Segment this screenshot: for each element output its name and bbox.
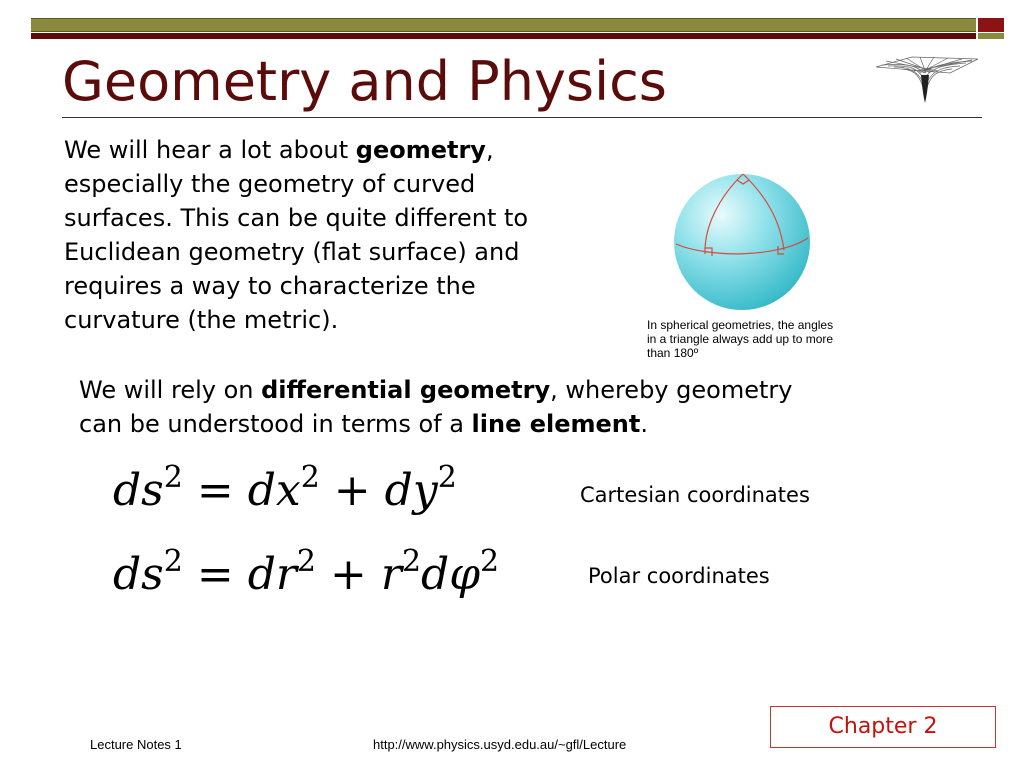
chapter-badge: Chapter 2 xyxy=(770,706,996,748)
eq-term: dr xyxy=(247,549,297,600)
text-span: . xyxy=(640,410,648,438)
caption-line: than 180º xyxy=(647,346,699,360)
eq-operator: = xyxy=(196,549,234,600)
text-span: , xyxy=(485,136,494,164)
slide-title: Geometry and Physics xyxy=(62,50,667,113)
text-span: We will rely on xyxy=(79,376,262,404)
footer-course: Lecture Notes 1 xyxy=(90,737,182,752)
line-element-paragraph xyxy=(79,373,979,441)
eq-operator: = xyxy=(196,465,234,516)
caption-line: in a triangle always add up to more xyxy=(647,332,834,346)
eq-term: dy xyxy=(384,465,438,516)
eq-exponent: 2 xyxy=(300,460,320,495)
eq-term: r xyxy=(380,549,402,600)
footer-link[interactable]: http://www.physics.usyd.edu.au/~gfl/Lecture xyxy=(373,737,627,752)
polar-line-element xyxy=(113,544,500,608)
text-line: especially the geometry of curved xyxy=(64,170,476,198)
bold-term: geometry xyxy=(355,136,486,164)
text-span: , whereby geometry xyxy=(550,376,793,404)
polar-label: Polar coordinates xyxy=(588,564,770,588)
figure-caption xyxy=(647,318,867,360)
eq-exponent: 2 xyxy=(401,544,422,579)
warped-spacetime-icon xyxy=(872,45,982,107)
corner-block xyxy=(978,18,1004,32)
cartesian-label: Cartesian coordinates xyxy=(580,483,810,507)
title-divider xyxy=(62,117,982,118)
eq-exponent: 2 xyxy=(437,460,457,495)
text-line: curvature (the metric). xyxy=(64,306,339,334)
eq-exponent: 2 xyxy=(296,544,317,579)
eq-term: ds xyxy=(113,549,164,600)
bold-term: differential geometry xyxy=(261,376,551,404)
top-bar xyxy=(31,18,976,32)
eq-exponent: 2 xyxy=(163,544,183,579)
eq-operator: + xyxy=(330,549,367,600)
bold-term: line element xyxy=(471,410,641,438)
text-line: surfaces. This can be quite different to xyxy=(64,204,529,232)
eq-exponent: 2 xyxy=(480,544,500,579)
top-bar-accent xyxy=(31,33,976,39)
text-span: can be understood in terms of a xyxy=(79,410,472,438)
intro-paragraph xyxy=(64,133,629,337)
text-line: Euclidean geometry (flat surface) and xyxy=(64,238,520,266)
eq-exponent: 2 xyxy=(163,460,183,495)
text-span: We will hear a lot about xyxy=(64,136,356,164)
eq-term: dx xyxy=(247,465,301,516)
text-line: requires a way to characterize the xyxy=(64,272,476,300)
eq-term: ds xyxy=(113,465,164,516)
cartesian-line-element xyxy=(113,460,457,524)
spherical-triangle-figure xyxy=(668,168,823,313)
sphere xyxy=(674,174,810,310)
caption-line: In spherical geometries, the angles xyxy=(647,318,834,332)
eq-operator: + xyxy=(333,465,371,516)
eq-term: dφ xyxy=(421,549,481,600)
corner-block-accent xyxy=(978,33,1004,39)
